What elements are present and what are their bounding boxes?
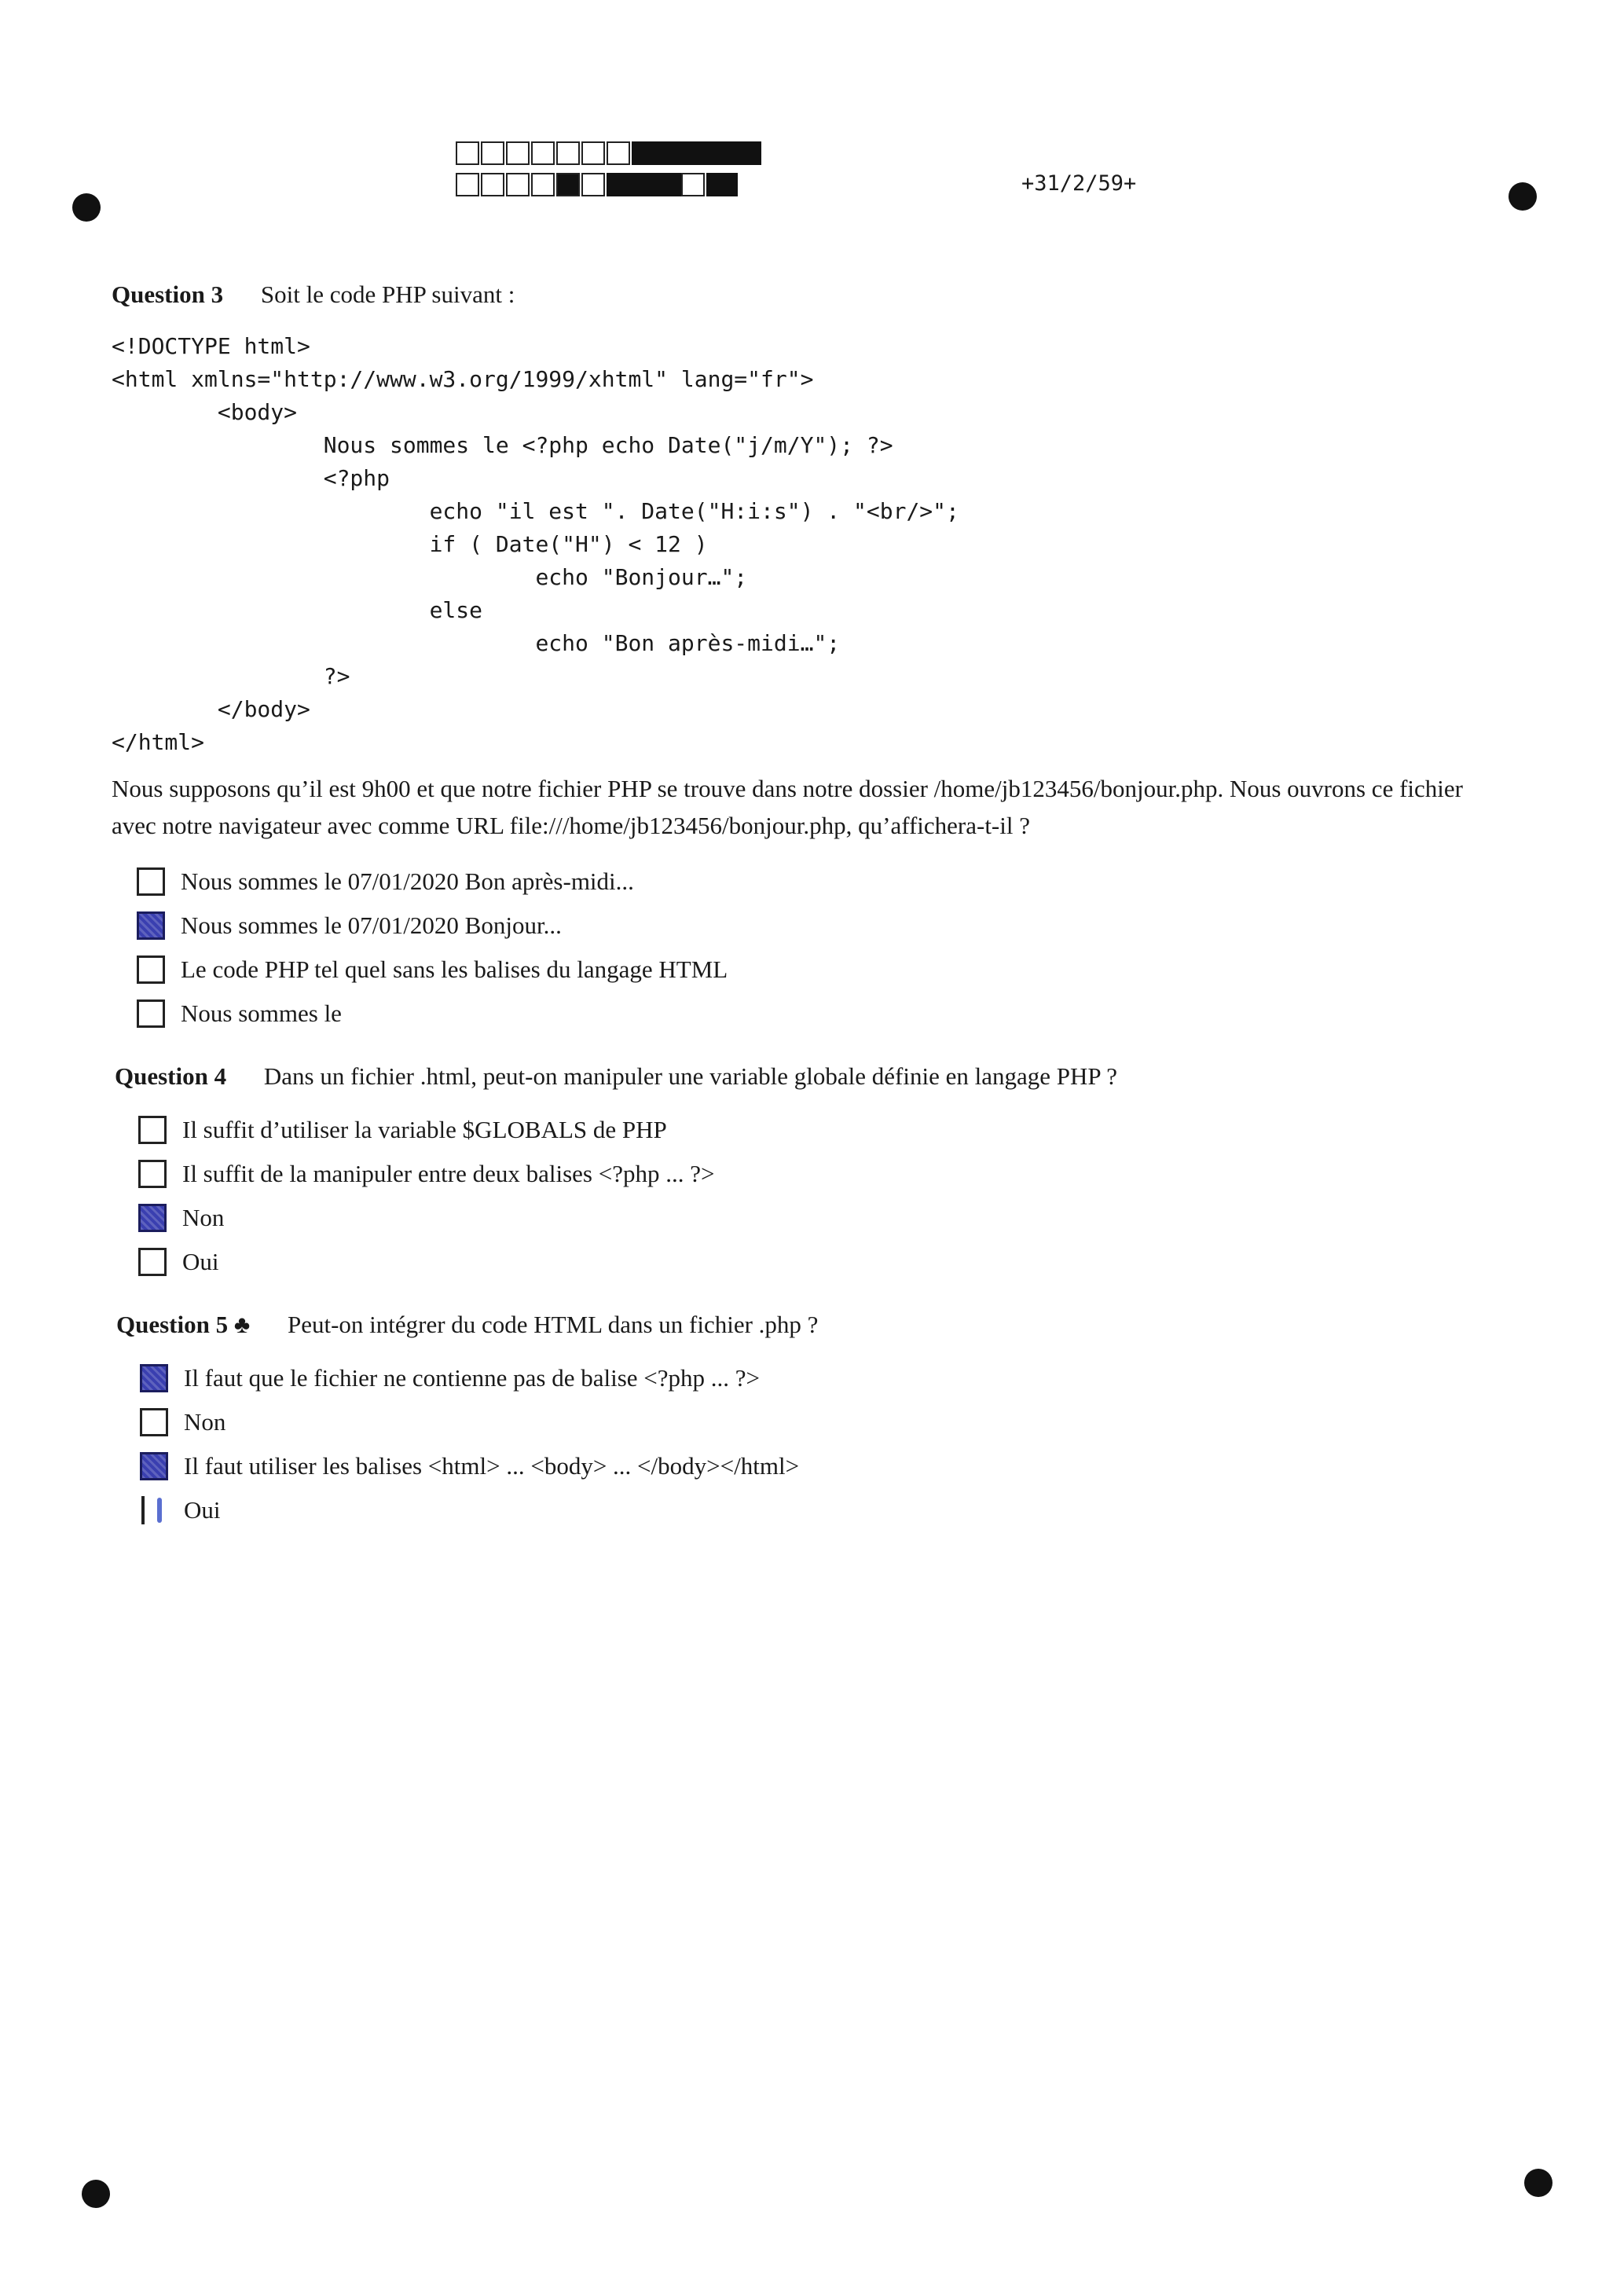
- answer-label: Non: [184, 1408, 226, 1436]
- barcode-cell: [456, 173, 479, 196]
- checkbox[interactable]: [137, 867, 165, 896]
- checkbox[interactable]: [140, 1408, 168, 1436]
- answer-label: Non: [182, 1204, 225, 1231]
- barcode-cell: [531, 173, 555, 196]
- checkbox[interactable]: [138, 1204, 167, 1232]
- q5-answer-2[interactable]: [140, 1408, 225, 1436]
- code-line: echo "Bon après-midi…";: [535, 630, 841, 656]
- q4-answer-1[interactable]: [138, 1116, 667, 1144]
- barcode-cell: [607, 141, 630, 165]
- barcode-cell: [506, 141, 530, 165]
- checkbox[interactable]: [138, 1248, 167, 1276]
- q5-answer-1[interactable]: [140, 1364, 760, 1392]
- answer-label: Le code PHP tel quel sans les balises du langage HTML: [181, 955, 728, 983]
- answer-label: Il faut utiliser les balises <html> ... <body> ... </body></html>: [184, 1452, 800, 1480]
- checkbox[interactable]: [140, 1452, 168, 1480]
- code-line: <?php: [323, 465, 390, 491]
- question-5-label: Question 5 ♣: [116, 1311, 251, 1338]
- checkbox[interactable]: [137, 955, 165, 984]
- q5-answer-4[interactable]: [140, 1496, 221, 1524]
- question-4-header: [115, 1062, 1117, 1091]
- barcode-row-2: [456, 173, 738, 196]
- barcode-cell: [556, 173, 580, 196]
- code-line: else: [429, 597, 483, 623]
- barcode-cell: [556, 141, 580, 165]
- barcode-cell: [506, 173, 530, 196]
- q3-answer-1[interactable]: [137, 867, 634, 896]
- q5-answer-3[interactable]: [140, 1452, 799, 1480]
- answer-label: Il suffit de la manipuler entre deux balises <?php ... ?>: [182, 1160, 715, 1187]
- registration-mark-top-right: [1509, 182, 1537, 211]
- question-5-header: [116, 1311, 818, 1339]
- code-line: <html xmlns="http://www.w3.org/1999/xhtml" lang="fr">: [112, 366, 814, 392]
- question-5-prompt: Peut-on intégrer du code HTML dans un fichier .php ?: [287, 1311, 819, 1338]
- code-line: Nous sommes le <?php echo Date("j/m/Y"); ?>: [323, 432, 893, 458]
- question-3-header: [112, 281, 515, 309]
- question-3-prompt: Soit le code PHP suivant :: [260, 281, 515, 308]
- barcode-row-1: [456, 141, 761, 165]
- q4-answer-2[interactable]: [138, 1160, 714, 1188]
- barcode-cell: [456, 141, 479, 165]
- answer-label: Il suffit d’utiliser la variable $GLOBALS de PHP: [182, 1116, 667, 1143]
- registration-mark-bottom-left: [82, 2180, 110, 2208]
- checkbox[interactable]: [137, 911, 165, 940]
- checkbox[interactable]: [138, 1160, 167, 1188]
- checkbox[interactable]: [138, 1116, 167, 1144]
- barcode-block: [607, 173, 681, 196]
- barcode-cell: [481, 141, 504, 165]
- answer-label: Il faut que le fichier ne contienne pas de balise <?php ... ?>: [184, 1364, 761, 1392]
- code-line: echo "il est ". Date("H:i:s") . "<br/>";: [429, 498, 959, 524]
- barcode-cell: [681, 173, 705, 196]
- question-3-label: Question 3: [112, 281, 224, 308]
- checkbox[interactable]: [137, 999, 165, 1028]
- answer-label: Nous sommes le: [181, 999, 342, 1027]
- checkbox[interactable]: [140, 1496, 168, 1524]
- answer-label: Nous sommes le 07/01/2020 Bon après-midi...: [181, 867, 634, 895]
- checkbox[interactable]: [140, 1364, 168, 1392]
- code-line: if ( Date("H") < 12 ): [429, 531, 708, 557]
- php-code-block: [112, 330, 959, 759]
- question-3-paragraph: Nous supposons qu’il est 9h00 et que notre fichier PHP se trouve dans notre dossier /home/jb123456/bonjour.php. Nous ouvrons ce fichier avec notre navigateur avec comme URL file:///home/jb123456/bonjour.php, qu’affichera-t-il ?: [112, 775, 1463, 839]
- answer-label: Oui: [184, 1496, 221, 1524]
- barcode-cell: [531, 141, 555, 165]
- page-identifier: +31/2/59+: [1021, 171, 1137, 196]
- q3-answer-3[interactable]: [137, 955, 728, 984]
- q4-answer-4[interactable]: [138, 1248, 219, 1276]
- code-line: </html>: [112, 729, 205, 755]
- q3-answer-2[interactable]: [137, 911, 562, 940]
- question-4-prompt: Dans un fichier .html, peut-on manipuler une variable globale définie en langage PHP ?: [263, 1062, 1117, 1090]
- q3-answer-4[interactable]: [137, 999, 342, 1028]
- registration-mark-bottom-right: [1524, 2169, 1553, 2197]
- answer-label: Nous sommes le 07/01/2020 Bonjour...: [181, 911, 562, 939]
- code-line: <body>: [217, 399, 298, 425]
- code-line: ?>: [323, 663, 350, 689]
- barcode-block: [632, 141, 761, 165]
- barcode-block: [706, 173, 738, 196]
- question-4-label: Question 4: [115, 1062, 227, 1090]
- registration-mark-top-left: [72, 193, 101, 222]
- barcode-cell: [581, 173, 605, 196]
- answer-label: Oui: [182, 1248, 219, 1275]
- code-line: </body>: [217, 696, 310, 722]
- barcode-cell: [581, 141, 605, 165]
- code-line: <!DOCTYPE html>: [112, 333, 310, 359]
- code-line: echo "Bonjour…";: [535, 564, 748, 590]
- q4-answer-3[interactable]: [138, 1204, 224, 1232]
- barcode-cell: [481, 173, 504, 196]
